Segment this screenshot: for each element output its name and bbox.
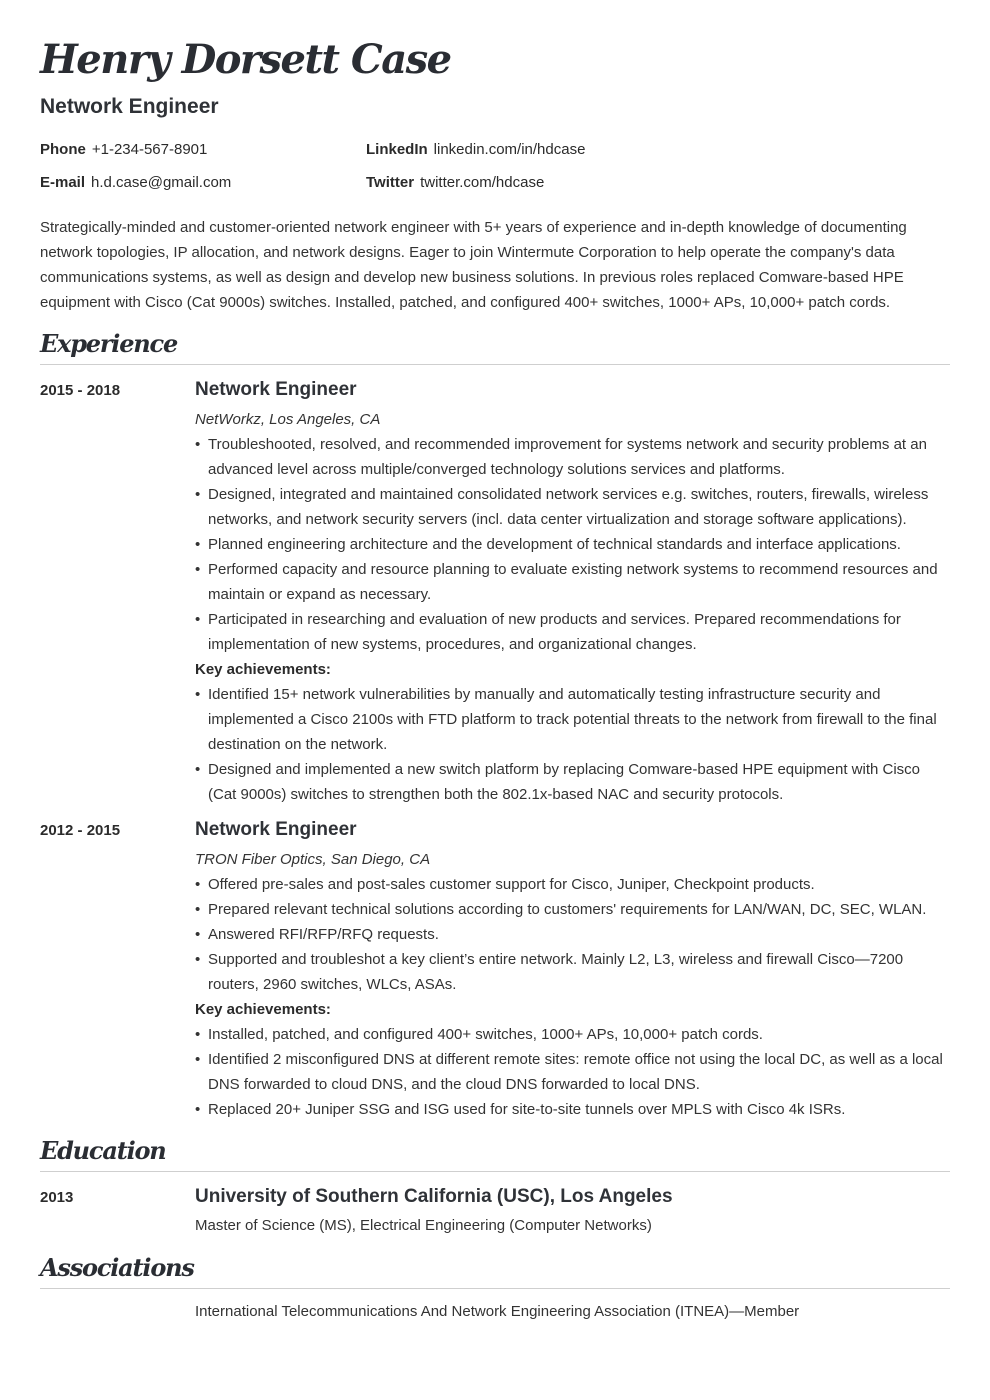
email-label: E-mail	[40, 174, 86, 191]
contact-email	[40, 173, 231, 193]
list-item: • Performed capacity and resource planning to evaluate existing network systems to recommend resources and maintain or expand as necessary.	[195, 557, 950, 607]
job-2-company: TRON Fiber Optics, San Diego, CA	[195, 851, 431, 868]
job-1-title: Network Engineer	[195, 379, 357, 400]
education-divider	[40, 1171, 950, 1172]
summary-paragraph: Strategically-minded and customer-oriented network engineer with 5+ years of experience and in-depth knowledge of documenting network topologies, IP allocation, and network designs. Eager to join Wintermute Corporation to help operate the company's data communications systems, as well as design and develop new business solutions. In previous roles replaced Comware-based HPE equipment with Cisco (Cat 9000s) switches. Installed, patched, and configured 400+ switches, 1000+ APs, 10,000+ patch cords.	[40, 219, 907, 311]
email-value: h.d.case@gmail.com	[91, 174, 232, 191]
twitter-label: Twitter	[366, 174, 415, 191]
linkedin-value: linkedin.com/in/hdcase	[433, 141, 586, 158]
associations-divider	[40, 1288, 950, 1289]
contact-twitter	[366, 173, 544, 193]
phone-value: +1-234-567-8901	[91, 141, 208, 158]
job-1-achievements	[195, 682, 950, 807]
associations-entry	[195, 1299, 950, 1324]
job-1-bullets	[195, 432, 950, 657]
list-item: • Troubleshooted, resolved, and recommended improvement for systems network and security problems at an advanced level across multiple/converged technology solutions services and platforms.	[195, 432, 950, 482]
job-2-dates: 2012 - 2015	[40, 822, 121, 839]
candidate-name: Henry Dorsett Case	[40, 36, 451, 83]
education-entry	[195, 1185, 950, 1238]
job-2-entry	[195, 818, 950, 1122]
education-degree: Master of Science (MS), Electrical Engineering (Computer Networks)	[195, 1217, 652, 1234]
job-2-achievements-label: Key achievements:	[195, 1001, 331, 1018]
association-item: International Telecommunications And Network Engineering Association (ITNEA)—Member	[195, 1303, 800, 1320]
list-item: • Answered RFI/RFP/RFQ requests.	[195, 922, 950, 947]
contact-phone	[40, 140, 207, 160]
education-year: 2013	[40, 1189, 74, 1206]
list-item: • Offered pre-sales and post-sales customer support for Cisco, Juniper, Checkpoint products.	[195, 872, 950, 897]
list-item: • Supported and troubleshot a key client’s entire network. Mainly L2, L3, wireless and firewall Cisco—7200 routers, 2960 switches, WLCs, ASAs.	[195, 947, 950, 997]
experience-heading: Experience	[40, 329, 178, 358]
twitter-value: twitter.com/hdcase	[420, 174, 545, 191]
job-1-achievements-label: Key achievements:	[195, 661, 331, 678]
job-1-company: NetWorkz, Los Angeles, CA	[195, 411, 381, 428]
experience-divider	[40, 364, 950, 365]
list-item: • Participated in researching and evaluation of new products and services. Prepared recommendations for implementation of new systems, procedures, and organizational changes.	[195, 607, 950, 657]
list-item: • Identified 2 misconfigured DNS at different remote sites: remote office not using the local DC, as well as a local DNS forwarded to cloud DNS, and the cloud DNS forwarded to local DNS.	[195, 1047, 950, 1097]
list-item: • Prepared relevant technical solutions according to customers' requirements for LAN/WAN, DC, SEC, WLAN.	[195, 897, 950, 922]
job-2-bullets	[195, 872, 950, 997]
list-item: • Designed and implemented a new switch platform by replacing Comware-based HPE equipment with Cisco (Cat 9000s) switches to strengthen both the 802.1x-based NAC and security protocols.	[195, 757, 950, 807]
job-2-title: Network Engineer	[195, 819, 357, 840]
list-item: • Replaced 20+ Juniper SSG and ISG used for site-to-site tunnels over MPLS with Cisco 4k ISRs.	[195, 1097, 950, 1122]
list-item: • Identified 15+ network vulnerabilities by manually and automatically testing infrastructure security and implemented a Cisco 2100s with FTD platform to track potential threats to the network from firewall to the final destination on the network.	[195, 682, 950, 757]
job-2-achievements	[195, 1022, 950, 1122]
education-school: University of Southern California (USC), Los Angeles	[195, 1186, 673, 1207]
job-title-header: Network Engineer	[40, 95, 219, 118]
job-1-entry	[195, 378, 950, 807]
job-1-dates: 2015 - 2018	[40, 382, 121, 399]
contact-linkedin	[366, 140, 585, 160]
list-item: • Installed, patched, and configured 400+ switches, 1000+ APs, 10,000+ patch cords.	[195, 1022, 950, 1047]
linkedin-label: LinkedIn	[366, 141, 428, 158]
list-item: • Planned engineering architecture and the development of technical standards and interface applications.	[195, 532, 950, 557]
list-item: • Designed, integrated and maintained consolidated network services e.g. switches, routers, firewalls, wireless networks, and network security servers (incl. data center virtualization and storage software applications).	[195, 482, 950, 532]
education-heading: Education	[40, 1136, 166, 1165]
phone-label: Phone	[40, 141, 86, 158]
associations-heading: Associations	[40, 1253, 194, 1282]
